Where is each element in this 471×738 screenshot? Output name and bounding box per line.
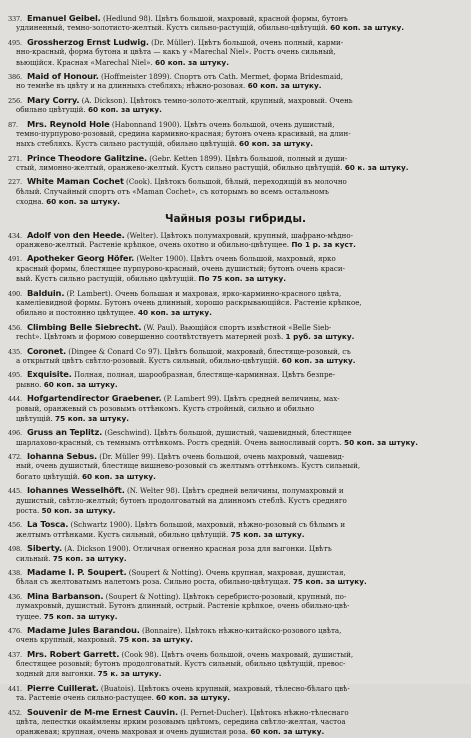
entry-description: (Hoffmeister 1899). Спортъ отъ Cath. Mermet, форма Bridesmaid, xyxy=(98,71,344,81)
entry-description: бѣлая съ желтоватымъ налетомъ роза. Сильно роста, обильно-цвѣтущая. xyxy=(16,577,291,587)
entry-price: 1 руб. за штуку. xyxy=(285,332,355,342)
catalog-entry xyxy=(8,369,463,390)
entry-first-line xyxy=(8,427,463,437)
entry-price: 60 коп. за штуку. xyxy=(155,57,229,67)
entry-number: 337. xyxy=(8,15,22,23)
entry-continuation-line xyxy=(8,23,463,33)
entry-description: (P. Lambert). Очень большая и махровая, ярко-карминно-красного цвѣта, xyxy=(64,288,342,298)
rose-name: La Tosca. xyxy=(27,519,69,530)
entry-first-line xyxy=(8,683,463,693)
entry-continuation-line xyxy=(8,612,463,622)
entry-continuation-line xyxy=(8,129,463,139)
entry-description: тущее. xyxy=(16,611,42,621)
entry-description: богато цвѣтущій. xyxy=(16,471,80,481)
entry-continuation-line xyxy=(8,58,463,68)
entry-price: 60 коп. за штуку. xyxy=(43,379,118,389)
entry-description: (A. Dickson). Цвѣтокъ темно-золото-желтый, крупный, махровый. Очень xyxy=(79,95,353,105)
catalog-entry xyxy=(8,519,463,540)
entry-first-line xyxy=(8,13,463,23)
entry-continuation-line xyxy=(8,81,463,91)
entry-number: 490. xyxy=(8,289,22,298)
entry-description: (Bonnaire). Цвѣтокъ нѣжно-китайско-розового цвѣта, xyxy=(139,625,342,635)
entry-description: обильно цвѣтущій. xyxy=(16,105,86,115)
rose-name: Iohanna Sebus. xyxy=(27,451,98,462)
entry-description: ный, очень душистый, блестяще вишнево-розовый съ желтымъ оттѣнкомъ. Кустъ сильный, xyxy=(16,461,361,471)
entry-price: 75 коп. за штуку. xyxy=(118,635,193,645)
entry-description: (Dingee & Conard Co 97). Цвѣтъ большой, махровый, блестяще-розовый, съ xyxy=(66,346,351,356)
entry-description: (Dr. Müller 99). Цвѣтъ очень большой, очень махровый, чашевид- xyxy=(97,452,345,462)
entry-description: ровый, оранжевый съ розовымъ оттѣнкомъ. Кустъ стройный, сильно и обильно xyxy=(16,403,315,413)
entry-continuation-line xyxy=(8,332,463,342)
entry-continuation-line xyxy=(8,404,463,414)
entry-price: 50 коп. за штуку. xyxy=(344,437,418,447)
entry-number: 476. xyxy=(8,626,22,635)
catalog-entry xyxy=(8,37,463,68)
entry-number: 498. xyxy=(8,545,22,554)
entry-description: блестящее розовый; бутонъ продолговатый. Кустъ сильный, обильно цвѣтущій, превос- xyxy=(16,659,346,669)
catalog-entry xyxy=(8,288,463,319)
catalog-entry xyxy=(8,485,463,516)
entry-description: цвѣтущій. xyxy=(16,413,53,423)
entry-continuation-line xyxy=(8,298,463,308)
rose-name: Madame Jules Barandou. xyxy=(27,624,140,635)
catalog-entry xyxy=(8,153,463,174)
rose-name: Emanuel Geibel. xyxy=(27,13,101,23)
catalog-entry xyxy=(8,625,463,646)
rose-name: Prince Theodore Galitzine. xyxy=(27,152,148,163)
entry-description: стый, лимонно-желтый, оранжево-желтый. Кустъ сильно растущій, обильно цвѣтущій. xyxy=(16,163,343,173)
entry-price: 60 коп. за штуку. xyxy=(281,355,356,365)
entry-description: та. Растеніе очень сильно-растущее. xyxy=(16,693,154,703)
rose-name: Maid of Honour. xyxy=(27,70,99,81)
entry-description: (Cook). Цвѣтокъ большой, бѣлый, переходящій въ молочно xyxy=(123,177,347,187)
entry-description: (Gebr. Ketten 1899). Цвѣтъ большой, полный и души- xyxy=(147,153,348,163)
entry-description: роста. xyxy=(16,506,40,516)
entry-number: 437. xyxy=(8,650,22,659)
entry-continuation-line xyxy=(8,240,463,250)
rose-name: Mina Barbanson. xyxy=(27,590,104,601)
rose-name: Hofgartendirector Graebener. xyxy=(27,393,162,404)
entry-first-line xyxy=(8,119,463,129)
entry-continuation-line xyxy=(8,380,463,390)
entry-continuation-line xyxy=(8,47,463,57)
entry-price: 75 коп. за штуку. xyxy=(55,413,129,423)
entry-first-line xyxy=(8,625,463,635)
rose-name: Madame I. P. Soupert. xyxy=(27,566,127,577)
entry-description: нно-красный, форма бутона и цвѣта — какъ у «Marechal Niel». Ростъ очень сильный, xyxy=(16,47,336,57)
entry-first-line xyxy=(8,322,463,332)
entry-number: 441. xyxy=(8,684,22,693)
entry-first-line xyxy=(8,346,463,356)
entry-first-line xyxy=(8,451,463,461)
entry-price: 60 коп. за штуку. xyxy=(81,471,156,481)
catalog-entry xyxy=(8,451,463,482)
entry-number: 256. xyxy=(8,96,22,105)
entry-description: (Welter 1900). Цвѣтъ очень большой, махровый, ярко xyxy=(134,254,336,264)
entry-number: 456. xyxy=(8,323,22,332)
entry-continuation-line xyxy=(8,554,463,564)
entry-continuation-line xyxy=(8,635,463,645)
entry-number: 227. xyxy=(8,178,22,187)
catalog-entry xyxy=(8,346,463,367)
catalog-entry xyxy=(8,567,463,588)
catalog-entry xyxy=(8,322,463,343)
entry-continuation-line xyxy=(8,274,463,284)
entry-description: бѣлый. Случайный спортъ отъ «Maman Cochet», съ которымъ во всемъ остальномъ xyxy=(16,186,329,196)
entry-number: 456. xyxy=(8,521,22,530)
entry-number: 445. xyxy=(8,487,22,496)
entry-description: цвѣта, лепестки окаймлены ярким розовымъ цвѣтомъ, середина свѣтло-желтая, частоа xyxy=(16,717,346,727)
entry-description: красный формы, блестящее пурпурово-красный, очень душистый; бутонъ очень краси- xyxy=(16,263,345,273)
entry-number: 386. xyxy=(8,72,22,81)
entry-continuation-line xyxy=(8,308,463,318)
catalog-entry xyxy=(8,71,463,92)
entry-continuation-line xyxy=(8,139,463,149)
entry-description: ходный для выгонки. xyxy=(16,669,96,679)
entry-first-line xyxy=(8,288,463,298)
entry-description: а открытый цвѣтъ свѣтло-розовый. Кустъ сильный, обильно-цвѣтущій. xyxy=(16,355,280,365)
entry-number: 87. xyxy=(8,120,18,129)
entry-continuation-line xyxy=(8,187,463,197)
entry-description: (P. Lambert 99). Цвѣтъ средней величины, мах- xyxy=(161,394,340,404)
rose-name: Apotheker Georg Höfer. xyxy=(27,253,135,264)
entry-price: 60 коп. за штуку. xyxy=(330,23,405,33)
entry-price: 75 коп. за штуку. xyxy=(52,553,127,563)
entry-description: recht». Цвѣтомъ и формою совершенно соотвѣтствуетъ матерней розѣ. xyxy=(16,332,284,342)
catalog-entry xyxy=(8,253,463,284)
entry-first-line xyxy=(8,567,463,577)
entry-price: 60 коп. за штуку. xyxy=(46,197,121,207)
entry-price: 40 коп. за штуку. xyxy=(137,308,212,318)
entry-number: 271. xyxy=(8,154,22,163)
entry-first-line xyxy=(8,176,463,186)
rose-name: Iohannes Wesselhöft. xyxy=(27,485,125,496)
entry-description: сильный. xyxy=(16,553,51,563)
catalog-entry xyxy=(8,393,463,424)
entry-description: (Welter). Цвѣтокъ полумахровый, крупный, шафрано-мѣдно- xyxy=(124,230,354,240)
entry-number: 436. xyxy=(8,592,22,601)
entry-first-line xyxy=(8,71,463,81)
entry-price: 60 к. за штуку. xyxy=(344,163,409,173)
entry-continuation-line xyxy=(8,727,463,737)
entry-continuation-line xyxy=(8,472,463,482)
entry-continuation-line xyxy=(8,461,463,471)
entry-first-line xyxy=(8,95,463,105)
entry-continuation-line xyxy=(8,693,463,703)
entry-first-line xyxy=(8,393,463,403)
entry-description: (W. Paul). Вьющійся спортъ извѣстной «Belle Sieb- xyxy=(141,322,332,332)
entry-description: (Habonnand 1900). Цвѣтъ очень большой, очень душистый, xyxy=(109,119,335,129)
entry-continuation-line xyxy=(8,163,463,173)
entry-description: темно-пурпурово-розовый, средина кармивно-красная; бутонъ очень красивый, на длин- xyxy=(16,128,351,138)
entry-description: оранжево-желтый. Растеніе крѣпкое, очень охотно и обильно-цвѣтущее. xyxy=(16,240,290,250)
entry-description: обильно и постоянно цвѣтущее. xyxy=(16,308,136,318)
entry-continuation-line xyxy=(8,601,463,611)
entry-description: вьющійся. Красная «Marechal Niel». xyxy=(16,57,153,67)
entry-number: 438. xyxy=(8,568,22,577)
entry-first-line xyxy=(8,591,463,601)
rose-name: Siberty. xyxy=(27,543,63,554)
entry-continuation-line xyxy=(8,530,463,540)
rose-name: Gruss an Teplitz. xyxy=(27,427,103,438)
entry-description: (I. Pernet-Ducher). Цвѣтокъ нѣжно-тѣлеснаго xyxy=(178,707,349,717)
entry-description: желтымъ оттѣнками. Кустъ сильный, обильно цвѣтущій. xyxy=(16,529,229,539)
entry-description: оранжевая; крупная, очень махровая и очень душистая роза. xyxy=(16,727,249,737)
entry-first-line xyxy=(8,649,463,659)
catalog-entry xyxy=(8,649,463,680)
entry-price: 60 коп. за штуку. xyxy=(239,139,313,149)
rose-name: White Maman Cochet xyxy=(27,176,124,187)
entry-first-line xyxy=(8,230,463,240)
entry-description: ныхъ стебляхъ. Кустъ сильно растущій, обильно цвѣтущій. xyxy=(16,139,237,149)
catalog-entry xyxy=(8,707,463,738)
entry-description: (Schwartz 1900). Цвѣтъ большой, махровый, нѣжно-розовый съ бѣлымъ и xyxy=(68,520,346,530)
rose-name: Coronet. xyxy=(27,345,67,356)
entry-price: 75 коп. за штуку. xyxy=(230,529,305,539)
entry-first-line xyxy=(8,37,463,47)
entry-description: лумахровый, душистый. Бутонъ длинный, острый. Растеніе крѣпкое, очень обильно-цвѣ- xyxy=(16,601,350,611)
entry-number: 495. xyxy=(8,371,22,380)
entry-number: 452. xyxy=(8,708,22,717)
entry-price: 60 коп. за штуку. xyxy=(156,693,230,703)
entry-first-line xyxy=(8,153,463,163)
rose-name: Souvenir de M-me Ernest Cauvin. xyxy=(27,706,179,717)
entry-description: (A. Dickson 1900). Отличная огненно красная роза для выгонки. Цвѣтъ xyxy=(62,544,332,554)
entry-number: 472. xyxy=(8,453,22,462)
catalog-entry xyxy=(8,591,463,622)
rose-name: Mary Corry. xyxy=(27,94,80,105)
rose-name: Exquisite. xyxy=(27,369,72,380)
entry-continuation-line xyxy=(8,414,463,424)
entry-first-line xyxy=(8,707,463,717)
entry-continuation-line xyxy=(8,105,463,115)
entry-price: По 75 коп. за штуку. xyxy=(198,274,287,284)
catalog-entry xyxy=(8,683,463,704)
entry-description: шарлахово-красный, съ темнымъ оттѣнкомъ. Ростъ средній. Очень выносливый сортъ. xyxy=(16,437,342,447)
entry-description: сходна. xyxy=(16,197,44,207)
entry-first-line xyxy=(8,485,463,495)
entry-price: 75 коп. за штуку. xyxy=(292,577,367,587)
entry-first-line xyxy=(8,253,463,263)
rose-name: Adolf von den Heede. xyxy=(27,229,125,240)
entry-description: удлиненный, темно-золотисто-желтый. Кустъ сильно-растущій, обильно-цвѣтущій. xyxy=(16,23,328,33)
entry-first-line xyxy=(8,543,463,553)
catalog-entry xyxy=(8,176,463,207)
entries-bottom xyxy=(8,230,463,738)
entry-first-line xyxy=(8,369,463,379)
entry-continuation-line xyxy=(8,669,463,679)
entry-description: но темнѣе въ цвѣту и на длинныхъ стебляхъ; нѣжно-розовая. xyxy=(16,81,246,91)
entry-price: 60 коп. за штуку. xyxy=(247,81,322,91)
entry-number: 491. xyxy=(8,255,22,264)
entry-description: (N. Welter 98). Цвѣтъ средней величины, полумахровый и xyxy=(124,486,344,496)
rose-name: Balduin. xyxy=(27,287,65,298)
entries-top xyxy=(8,13,463,208)
entry-continuation-line xyxy=(8,197,463,207)
rose-name: Grossherzog Ernst Ludwig. xyxy=(27,36,149,47)
entry-description: рывно. xyxy=(16,379,42,389)
entry-number: 444. xyxy=(8,395,22,404)
entry-continuation-line xyxy=(8,496,463,506)
entry-number: 495. xyxy=(8,38,22,47)
entry-continuation-line xyxy=(8,717,463,727)
entry-continuation-line xyxy=(8,356,463,366)
entry-price: 60 коп. за штуку. xyxy=(87,105,162,115)
entry-description: камеліевидной формы. Бутонъ очень длинный, хорошо раскрывающійся. Растеніе крѣпкое, xyxy=(16,297,362,307)
entry-price: 60 коп. за штуку. xyxy=(250,727,325,737)
catalog-entry xyxy=(8,119,463,150)
entry-price: По 1 р. за куст. xyxy=(291,240,356,250)
entry-price: 75 коп. за штуку. xyxy=(43,611,118,621)
entry-continuation-line xyxy=(8,577,463,587)
entry-description: душистый, свѣтло-желтый; бутонъ продолговатый на длинномъ стеблѣ. Кустъ средняго xyxy=(16,495,347,505)
entry-description: (Geschwind). Цвѣтъ большой, душистый, чашевидный, блестящее xyxy=(102,428,352,438)
entry-price: 75 к. за штуку. xyxy=(97,669,162,679)
catalog-entry xyxy=(8,230,463,251)
entry-number: 435. xyxy=(8,347,22,356)
rose-name: Climbing Belle Siebrecht. xyxy=(27,321,142,332)
entry-continuation-line xyxy=(8,438,463,448)
entry-description: (Soupert & Notting). Очень крупная, махровая, душистая, xyxy=(126,567,346,577)
entry-number: 434. xyxy=(8,231,22,240)
entry-description: Полная, полная, шарообразная, блестяще-карминная. Цвѣтъ безпре- xyxy=(71,370,336,380)
entry-description: очень крупный, махровый. xyxy=(16,635,117,645)
entry-continuation-line xyxy=(8,264,463,274)
entry-price: 50 коп. за штуку. xyxy=(41,506,116,516)
entry-continuation-line xyxy=(8,659,463,669)
entry-description: (Cook 98). Цвѣтъ очень большой, очень махровый, душистый, xyxy=(119,649,354,659)
entry-continuation-line xyxy=(8,506,463,516)
catalog-entry xyxy=(8,13,463,34)
entry-first-line xyxy=(8,519,463,529)
entry-description: (Soupert & Notting). Цвѣтокъ серебристо-розовый, крупный, по- xyxy=(103,591,347,601)
catalog-entry xyxy=(8,427,463,448)
entry-description: (Hedlund 98). Цвѣтъ большой, махровый, красной формы, бутонъ xyxy=(100,14,348,23)
entry-description: (Buatois). Цвѣтокъ очень крупный, махровый, тѣлесно-бѣлаго цвѣ- xyxy=(98,683,350,693)
entry-number: 496. xyxy=(8,429,22,438)
entry-description: вый. Кустъ сильно растущій, обильно цвѣтущій. xyxy=(16,274,197,284)
rose-name: Mrs. Reynold Hole xyxy=(27,118,110,129)
rose-name: Mrs. Robert Garrett. xyxy=(27,648,120,659)
catalog-entry xyxy=(8,95,463,116)
catalog-entry xyxy=(8,543,463,564)
section-title: Чайныя розы гибриды. xyxy=(164,212,307,225)
rose-name: Pierre Cuillerat. xyxy=(27,682,99,693)
entry-description: (Dr. Müller). Цвѣтъ большой, очень полный, карми- xyxy=(148,37,344,47)
